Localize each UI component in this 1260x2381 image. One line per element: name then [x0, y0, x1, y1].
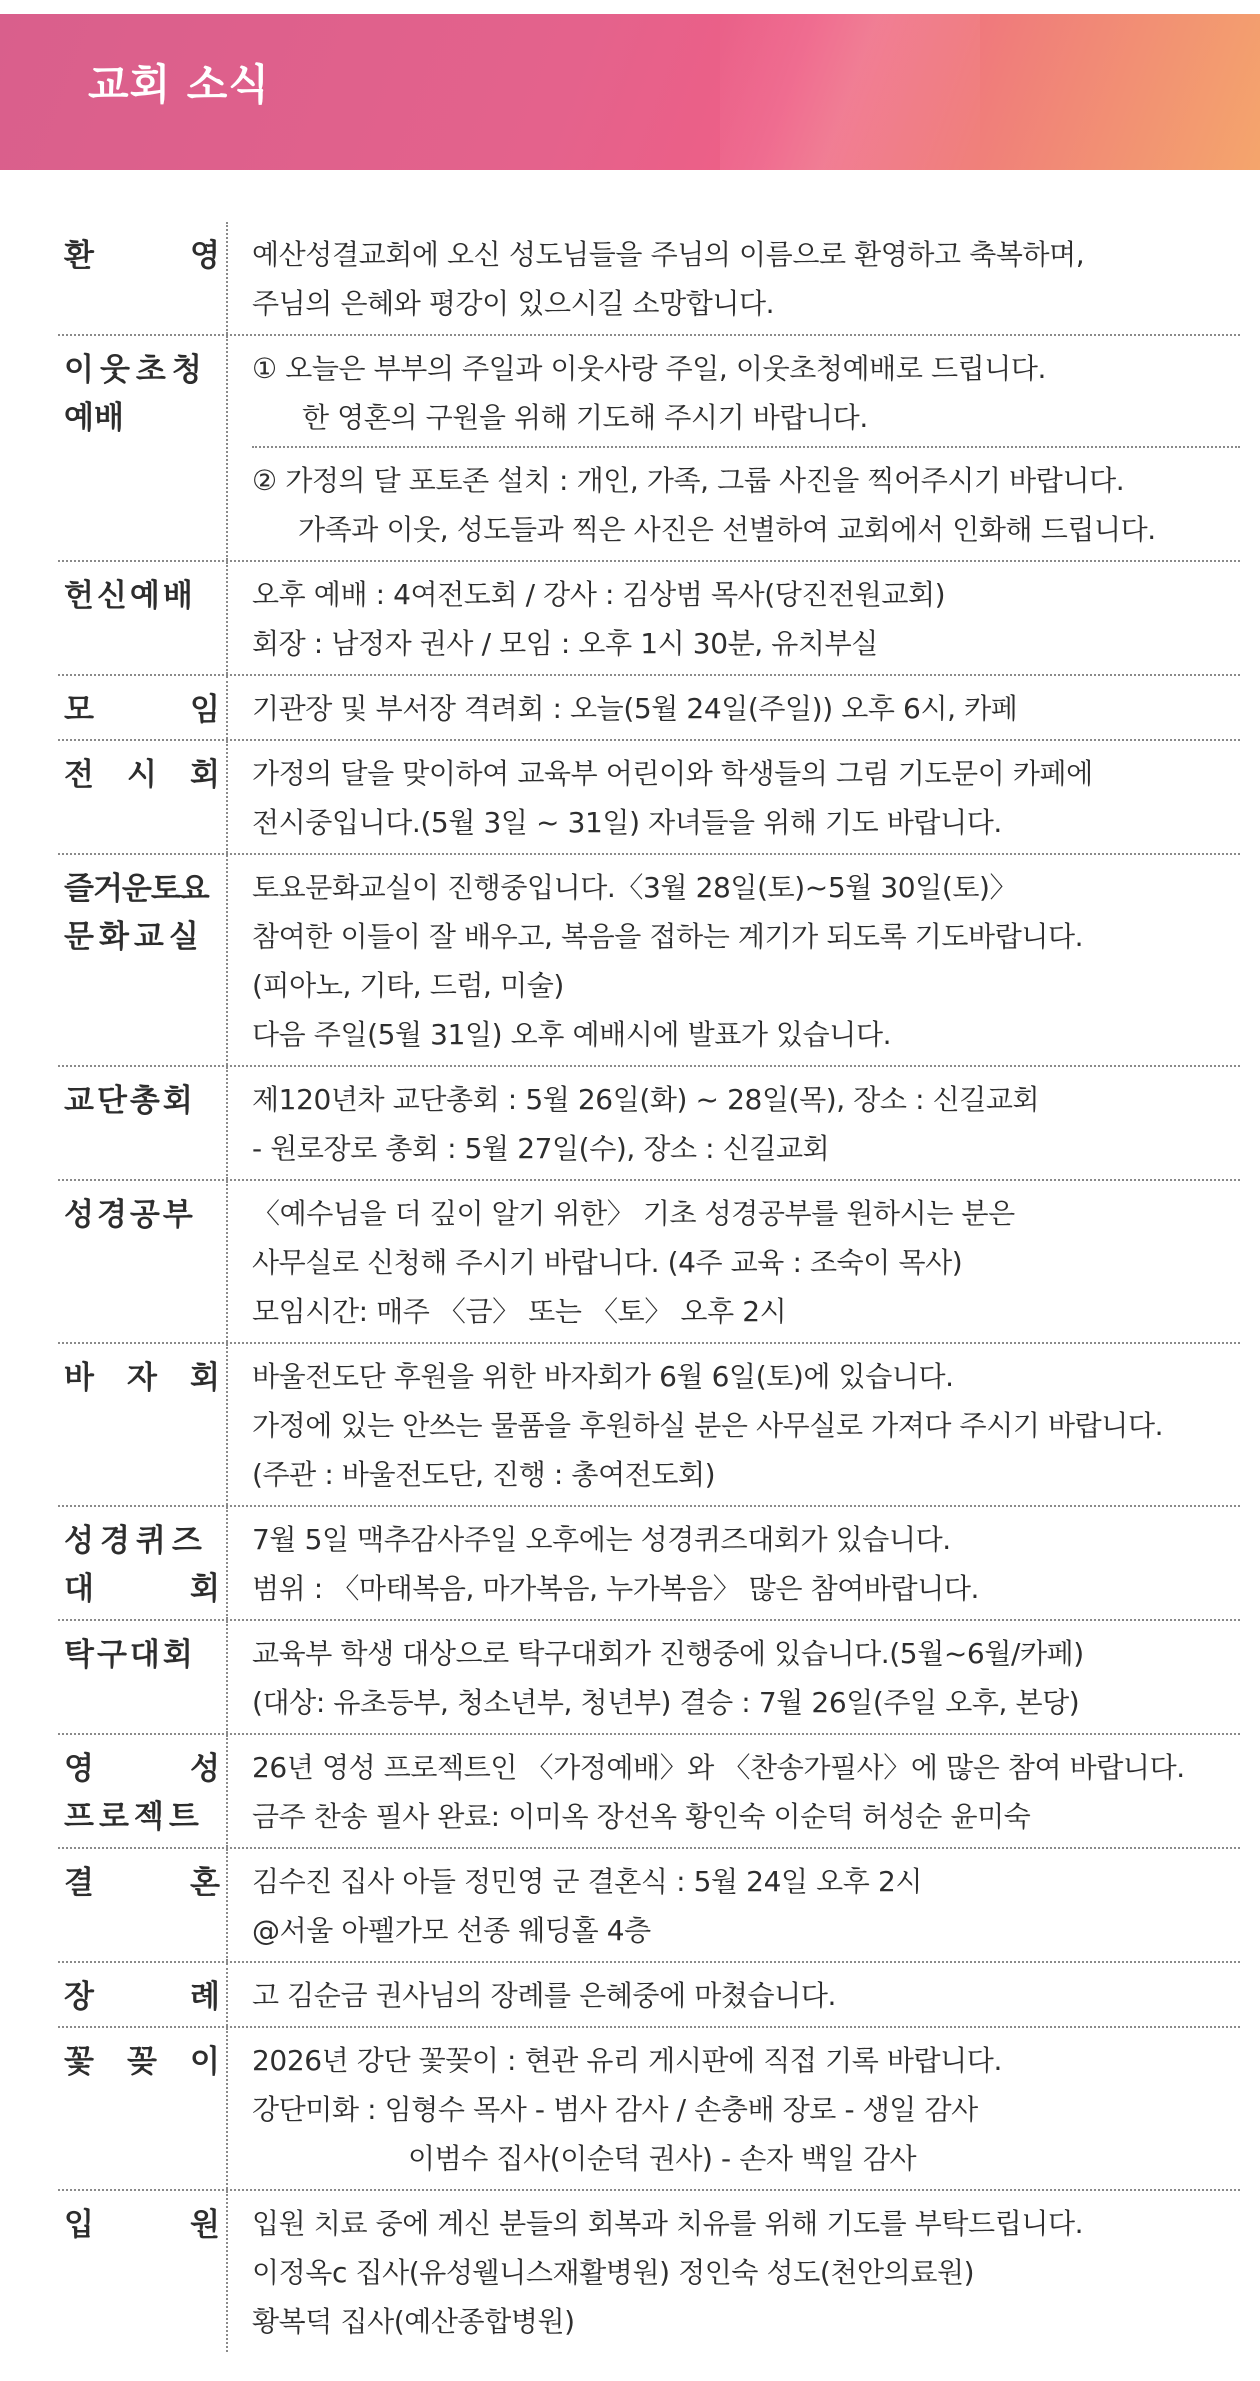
notice-body [228, 2028, 1240, 2189]
page-title: 교회 소식 [88, 60, 270, 109]
notice-body [228, 1963, 1240, 2026]
notice-row-ping-pong [58, 1621, 1240, 1735]
notice-line: (대상: 유초등부, 청소년부, 청년부) 결승 : 7월 26일(주일 오후, 본당) [252, 1686, 1080, 1719]
header-banner [0, 14, 1260, 170]
notice-label: 모 임 [58, 676, 228, 739]
notice-table [58, 222, 1240, 2352]
notice-label: 교단총회 [58, 1067, 228, 1179]
notice-line: 가정에 있는 안쓰는 물품을 후원하실 분은 사무실로 가져다 주시기 바랍니다. [252, 1409, 1164, 1442]
notice-line: 참여한 이들이 잘 배우고, 복음을 접하는 계기가 되도록 기도바랍니다. [252, 920, 1084, 953]
notice-line: 금주 찬송 필사 완료: 이미옥 장선옥 황인숙 이순덕 허성순 윤미숙 [252, 1800, 1031, 1833]
notice-line: 예산성결교회에 오신 성도님들을 주님의 이름으로 환영하고 축복하며, [252, 238, 1085, 271]
notice-line: 입원 치료 중에 계신 분들의 회복과 치유를 위해 기도를 부탁드립니다. [252, 2207, 1084, 2240]
notice-body [228, 1849, 1240, 1961]
notice-body [228, 1181, 1240, 1342]
notice-body [228, 222, 1240, 334]
notice-row-invitation-worship [58, 336, 1240, 562]
notice-body [228, 1621, 1240, 1733]
notice-body [228, 1507, 1240, 1619]
notice-line: 사무실로 신청해 주시기 바랍니다. (4주 교육 : 조숙이 목사) [252, 1246, 963, 1279]
notice-row-exhibition [58, 741, 1240, 855]
notice-body [228, 855, 1240, 1065]
notice-line: 제120년차 교단총회 : 5월 26일(화) ~ 28일(목), 장소 : 신길교회 [252, 1083, 1040, 1116]
notice-row-bazaar [58, 1344, 1240, 1507]
notice-label: 바 자 회 [58, 1344, 228, 1505]
notice-line: 가족과 이웃, 성도들과 찍은 사진은 선별하여 교회에서 인화해 드립니다. [298, 513, 1156, 546]
notice-line: 기관장 및 부서장 격려회 : 오늘(5월 24일(주일)) 오후 6시, 카페 [252, 692, 1018, 725]
notice-label: 전 시 회 [58, 741, 228, 853]
notice-line: ② 가정의 달 포토존 설치 : 개인, 가족, 그룹 사진을 찍어주시기 바랍니다. [252, 464, 1125, 497]
notice-row-funeral [58, 1963, 1240, 2028]
notice-label: 장 례 [58, 1963, 228, 2026]
notice-line: 범위 : 〈마태복음, 마가복음, 누가복음〉 많은 참여바랍니다. [252, 1572, 979, 1605]
notice-row-flower-arrangement [58, 2028, 1240, 2191]
notice-line: 전시중입니다.(5월 3일 ~ 31일) 자녀들을 위해 기도 바랍니다. [252, 806, 1002, 839]
notice-row-meeting [58, 676, 1240, 741]
notice-label: 입 원 [58, 2191, 228, 2352]
notice-line: 김수진 집사 아들 정민영 군 결혼식 : 5월 24일 오후 2시 [252, 1865, 923, 1898]
notice-row-spirituality-project [58, 1735, 1240, 1849]
notice-body [228, 1344, 1240, 1505]
notice-body [228, 2191, 1240, 2352]
notice-line: 고 김순금 권사님의 장례를 은혜중에 마쳤습니다. [252, 1979, 836, 2012]
notice-line: 2026년 강단 꽃꽂이 : 현관 유리 게시판에 직접 기록 바랍니다. [252, 2044, 1002, 2077]
notice-label: 성경공부 [58, 1181, 228, 1342]
notice-label: 이웃초청 예배 [58, 336, 228, 560]
notice-row-saturday-class [58, 855, 1240, 1067]
notice-line: 회장 : 남정자 권사 / 모임 : 오후 1시 30분, 유치부실 [252, 627, 878, 660]
notice-body [228, 676, 1240, 739]
notice-line: @서울 아펠가모 선종 웨딩홀 4층 [252, 1914, 651, 1947]
notice-line: 이범수 집사(이순덕 권사) - 손자 백일 감사 [408, 2142, 917, 2175]
notice-label: 성경퀴즈 대 회 [58, 1507, 228, 1619]
notice-line: - 원로장로 총회 : 5월 27일(수), 장소 : 신길교회 [252, 1132, 830, 1165]
notice-line: 7월 5일 맥추감사주일 오후에는 성경퀴즈대회가 있습니다. [252, 1523, 951, 1556]
notice-line: 〈예수님을 더 깊이 알기 위한〉 기초 성경공부를 원하시는 분은 [252, 1197, 1015, 1230]
notice-line: 주님의 은혜와 평강이 있으시길 소망합니다. [252, 287, 775, 320]
notice-line: 교육부 학생 대상으로 탁구대회가 진행중에 있습니다.(5월~6월/카페) [252, 1637, 1084, 1670]
notice-row-bible-quiz [58, 1507, 1240, 1621]
notice-row-general-assembly [58, 1067, 1240, 1181]
notice-body [228, 1067, 1240, 1179]
notice-line: 모임시간: 매주 〈금〉 또는 〈토〉 오후 2시 [252, 1295, 787, 1328]
notice-line: 한 영혼의 구원을 위해 기도해 주시기 바랍니다. [302, 401, 868, 434]
notice-line: 가정의 달을 맞이하여 교육부 어린이와 학생들의 그림 기도문이 카페에 [252, 757, 1093, 790]
notice-row-bible-study [58, 1181, 1240, 1344]
notice-body [228, 1735, 1240, 1847]
notice-body [228, 336, 1240, 560]
notice-subitem-2 [252, 446, 1240, 554]
notice-body [228, 562, 1240, 674]
notice-row-hospitalization [58, 2191, 1240, 2352]
notice-line: ① 오늘은 부부의 주일과 이웃사랑 주일, 이웃초청예배로 드립니다. [252, 352, 1047, 385]
notice-label: 환 영 [58, 222, 228, 334]
banner-sheen [720, 14, 980, 170]
notice-line: 다음 주일(5월 31일) 오후 예배시에 발표가 있습니다. [252, 1018, 892, 1051]
notice-line: (피아노, 기타, 드럼, 미술) [252, 969, 564, 1002]
notice-row-dedication-worship [58, 562, 1240, 676]
notice-subitem-1 [252, 344, 1240, 442]
notice-label: 결 혼 [58, 1849, 228, 1961]
notice-line: 이정옥c 집사(유성웰니스재활병원) 정인숙 성도(천안의료원) [252, 2256, 975, 2289]
notice-label: 헌신예배 [58, 562, 228, 674]
notice-line: 황복덕 집사(예산종합병원) [252, 2305, 575, 2338]
notice-label: 탁구대회 [58, 1621, 228, 1733]
notice-line: (주관 : 바울전도단, 진행 : 총여전도회) [252, 1458, 716, 1491]
notice-line: 토요문화교실이 진행중입니다.〈3월 28일(토)~5월 30일(토)〉 [252, 871, 1018, 904]
notice-line: 바울전도단 후원을 위한 바자회가 6월 6일(토)에 있습니다. [252, 1360, 954, 1393]
notice-line: 오후 예배 : 4여전도회 / 강사 : 김상범 목사(당진전원교회) [252, 578, 946, 611]
notice-row-wedding [58, 1849, 1240, 1963]
notice-line: 강단미화 : 임형수 목사 - 범사 감사 / 손충배 장로 - 생일 감사 [252, 2093, 978, 2126]
notice-label: 영 성 프로젝트 [58, 1735, 228, 1847]
notice-body [228, 741, 1240, 853]
notice-line: 26년 영성 프로젝트인 〈가정예배〉와 〈찬송가필사〉에 많은 참여 바랍니다. [252, 1751, 1185, 1784]
notice-label: 즐거운토요 문화교실 [58, 855, 228, 1065]
notice-row-welcome [58, 222, 1240, 336]
notice-label: 꽃 꽂 이 [58, 2028, 228, 2189]
